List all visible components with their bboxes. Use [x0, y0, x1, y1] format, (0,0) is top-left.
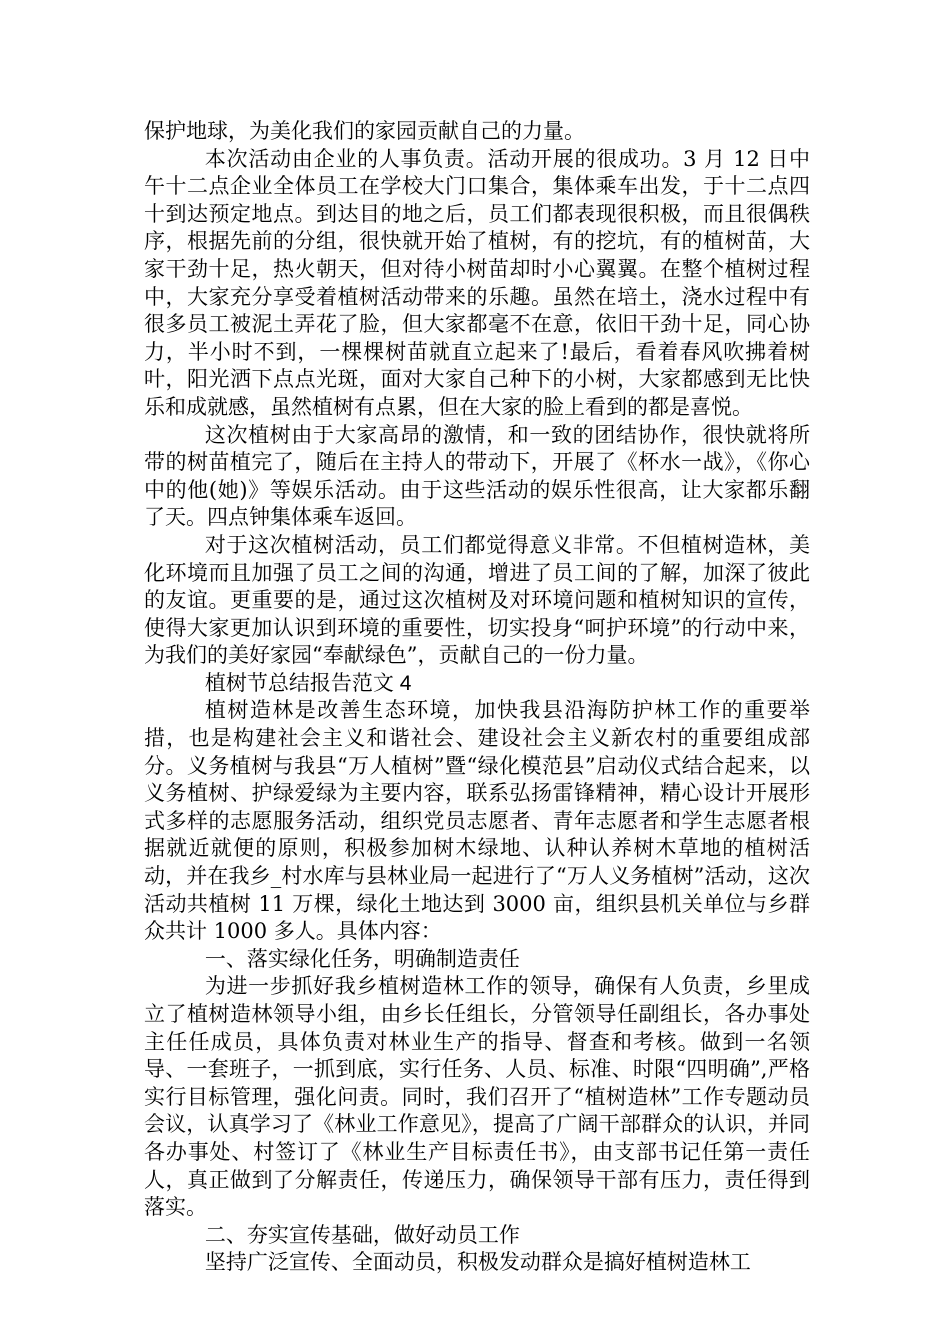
paragraph-activity-summary: 本次活动由企业的人事负责。活动开展的很成功。3 月 12 日中午十二点企业全体员工在学校大门口集合，集体乘车出发，于十二点四十到达预定地点。到达目的地之后，员工们都表现很积极，而且很偶秩序，根据先前的分组，很快就开始了植树，有的挖坑，有的植树苗，大家干劲十足，热火朝天，但对待小树苗却时小心翼翼。在整个植树过程中，大家充分享受着植树活动带来的乐趣。虽然在培土，浇水过程中有很多员工被泥土弄花了脸，但大家都毫不在意，依旧干劲十足，同心协力，半小时不到，一棵棵树苗就直立起来了!最后，看着春风吹拂着树叶，阳光洒下点点光斑，面对大家自己种下的小树，大家都感到无比快乐和成就感，虽然植树有点累，但在大家的脸上看到的都是喜悦。: [144, 146, 810, 419]
paragraph-afforestation-intro: 植树造林是改善生态环境，加快我县沿海防护林工作的重要举措，也是构建社会主义和谐社会、建设社会主义新农村的重要组成部分。义务植树与我县“万人植树”暨“绿化模范县”启动仪式结合起来，以义务植树、护绿爱绿为主要内容，联系弘扬雷锋精神，精心设计开展形式多样的志愿服务活动，组织党员志愿者、青年志愿者和学生志愿者根据就近就便的原则，积极参加树木绿地、认种认养树木草地的植树活动，并在我乡_村水库与县林业局一起进行了“万人义务植树”活动，这次活动共植树 11 万棵，绿化土地达到 3000 亩，组织县机关单位与乡群众共计 1000 多人。具体内容：: [144, 698, 810, 944]
section-title-report-4: 植树节总结报告范文 4: [204, 671, 412, 695]
paragraph-entertainment: 这次植树由于大家高昂的激情，和一致的团结协作，很快就将所带的树苗植完了，随后在主持人的带动下，开展了《杯水一战》，《你心中的他(她)》等娱乐活动。由于这些活动的娱乐性很高，让大家都乐翻了天。四点钟集体乘车返回。: [144, 422, 810, 530]
paragraph-continuation: 保护地球，为美化我们的家园贡献自己的力量。: [144, 119, 585, 143]
paragraph-significance: 对于这次植树活动，员工们都觉得意义非常。不但植树造林，美化环境而且加强了员工之间的沟通，增进了员工间的了解，加深了彼此的友谊。更重要的是，通过这次植树及对环境问题和植树知识的宣传，使得大家更加认识到环境的重要性，切实投身“呵护环境”的行动中来，为我们的美好家园“奉献绿色”，贡献自己的一份力量。: [144, 532, 810, 668]
paragraph-publicity: 坚持广泛宣传、全面动员，积极发动群众是搞好植树造林工: [204, 1250, 751, 1275]
document-page: [144, 118, 810, 1277]
subheading-publicity: 二、夯实宣传基础，做好动员工作: [204, 1222, 520, 1247]
paragraph-leadership: 为进一步抓好我乡植树造林工作的领导，确保有人负责，乡里成立了植树造林领导小组，由乡长任组长，分管领导任副组长，各办事处主任任成员，具体负责对林业生产的指导、督查和考核。做到一名领导、一套班子，一抓到底，实行任务、人员、标准、时限“四明确”,严格实行目标管理，强化问责。同时，我们召开了“植树造林”工作专题动员会议，认真学习了《林业工作意见》，提高了广阔干部群众的认识，并同各办事处、村签订了《林业生产目标责任书》，由支部书记任第一责任人，真正做到了分解责任，传递压力，确保领导干部有压力，责任得到落实。: [144, 974, 810, 1220]
subheading-responsibility: 一、落实绿化任务，明确制造责任: [204, 946, 520, 971]
